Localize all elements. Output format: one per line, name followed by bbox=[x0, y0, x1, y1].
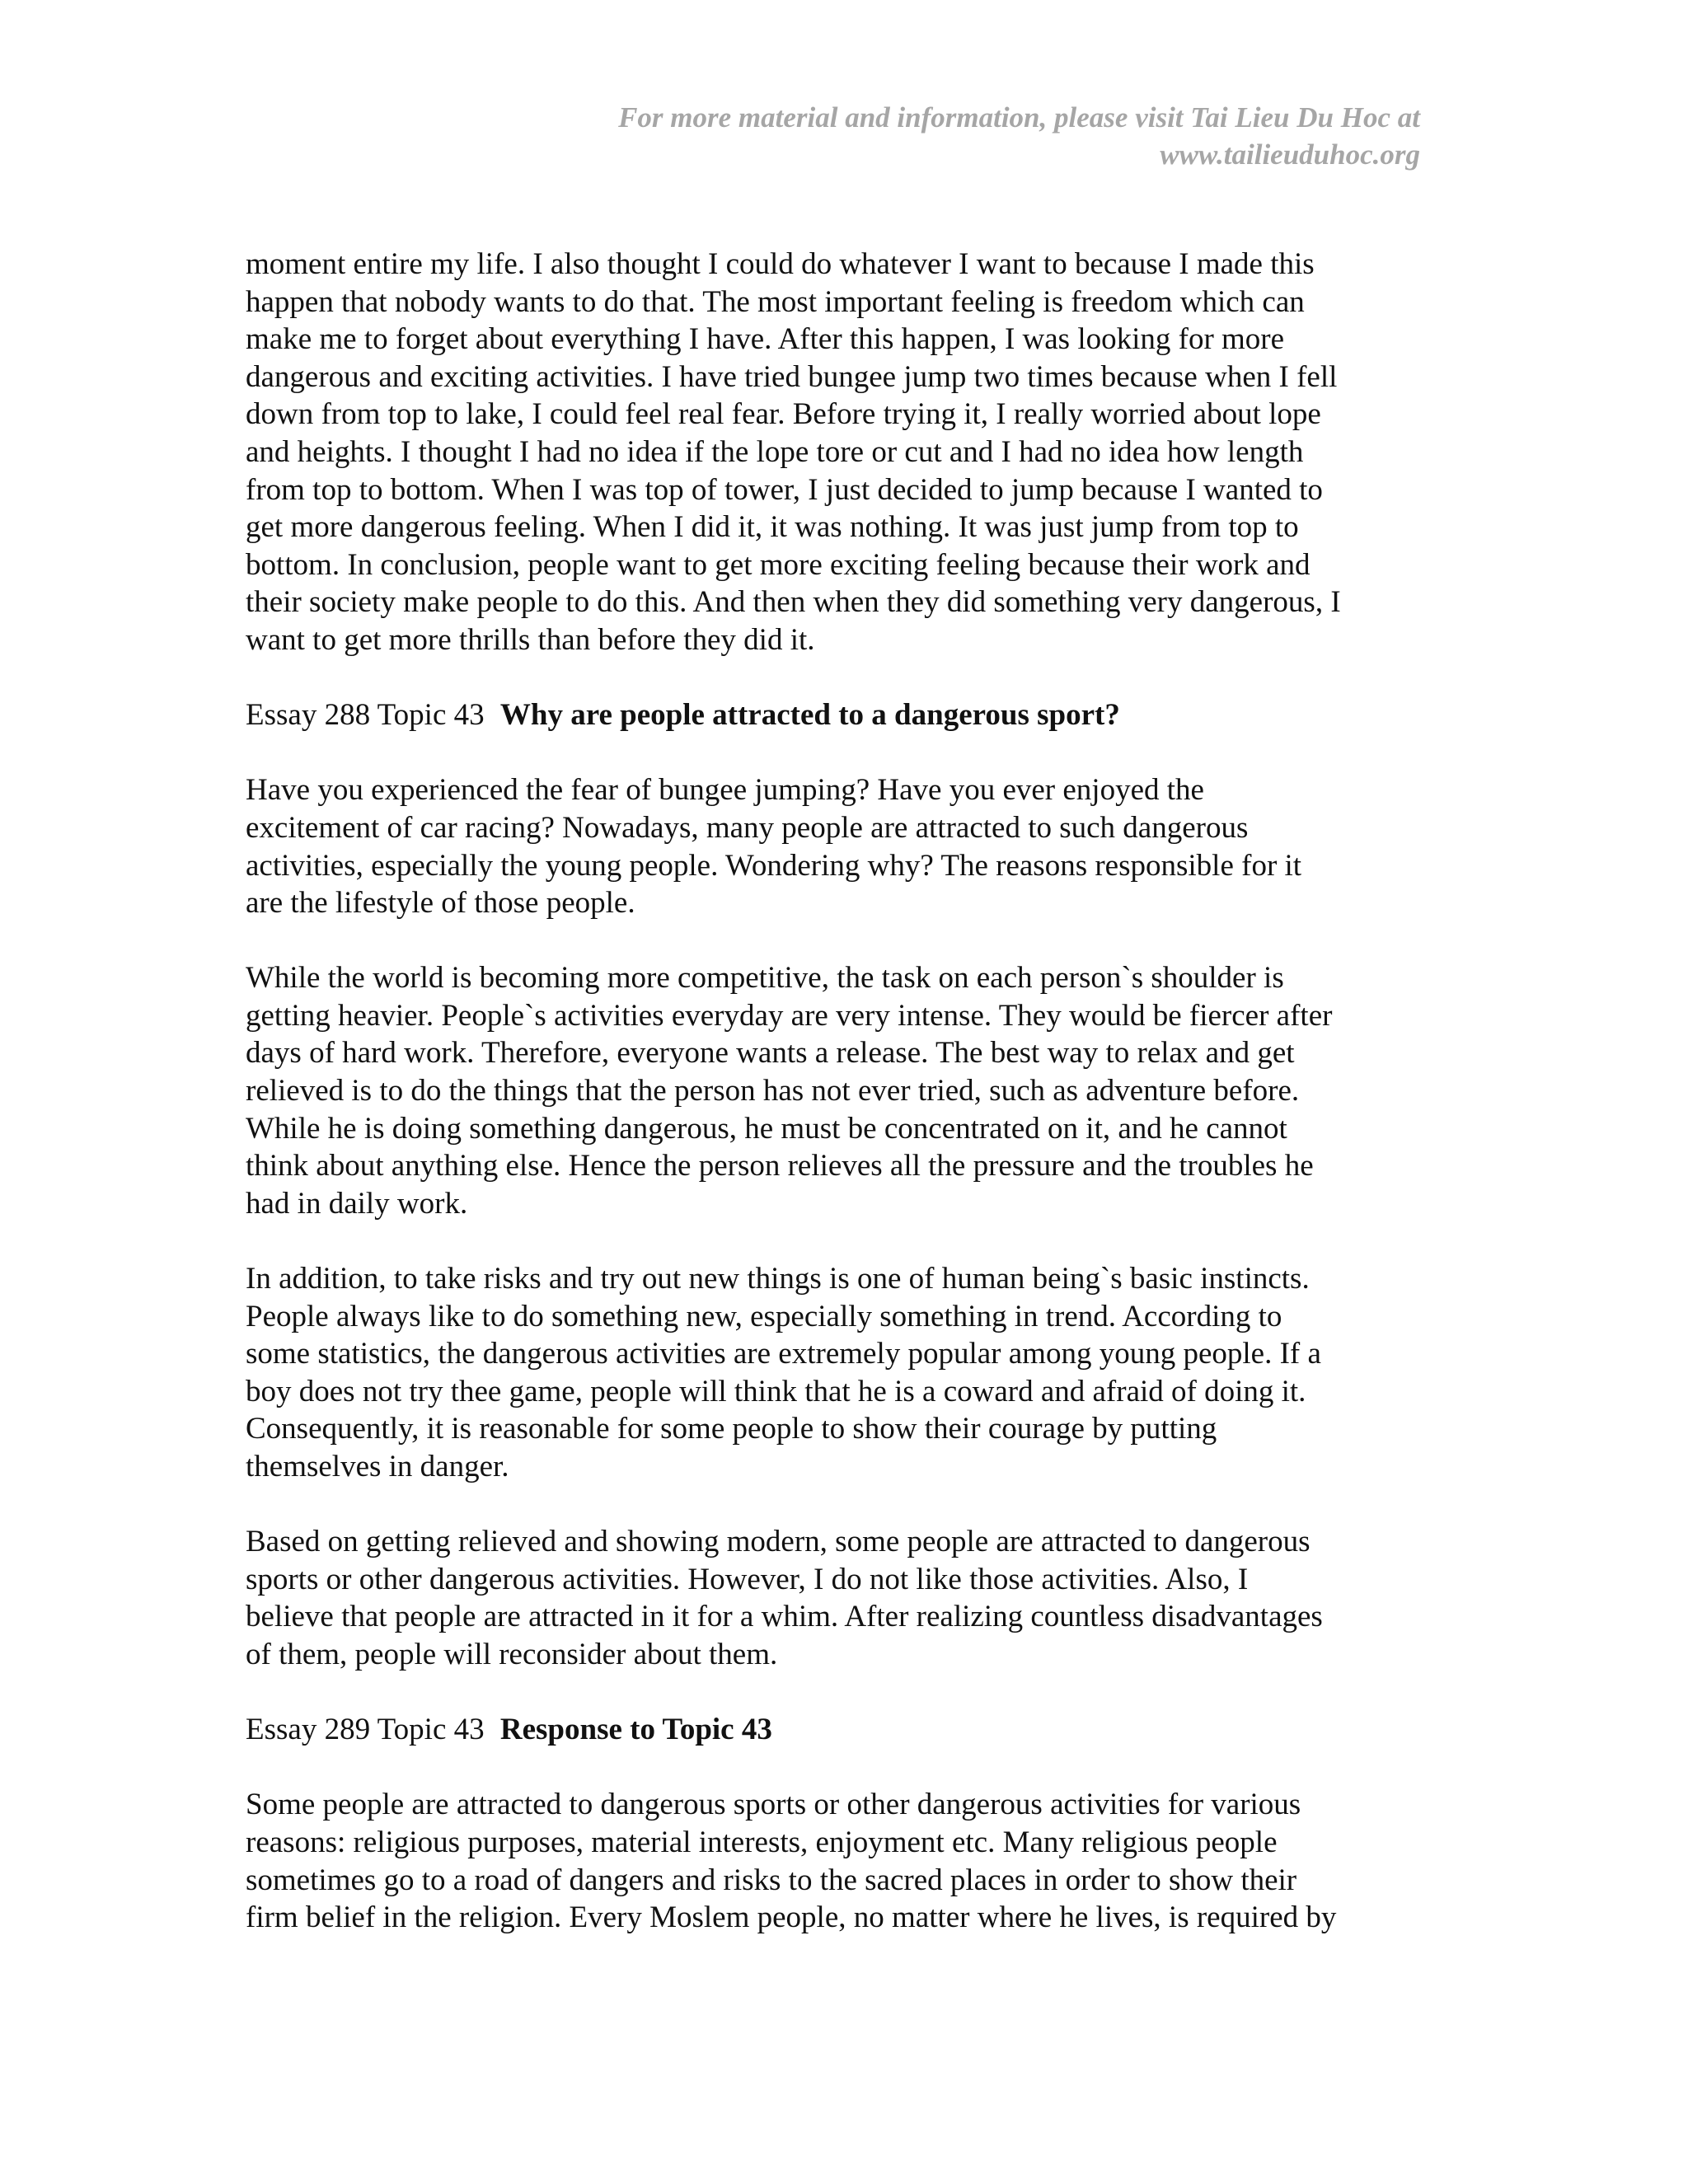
essay-288-heading bbox=[246, 696, 1449, 734]
essay-288-title: Why are people attracted to a dangerous sport? bbox=[499, 698, 1120, 733]
text-line: While he is doing something dangerous, he must be concentrated on it, and he cannot bbox=[246, 1111, 1287, 1146]
text-line: While the world is becoming more competitive, the task on each person`s shoulder is bbox=[246, 961, 1284, 996]
essay-289-heading bbox=[246, 1711, 1449, 1749]
document-body bbox=[246, 246, 1449, 1937]
page-header bbox=[431, 99, 1420, 173]
text-line: of them, people will reconsider about them. bbox=[246, 1637, 778, 1671]
header-line-1: For more material and information, please visit Tai Lieu Du Hoc at bbox=[618, 101, 1420, 134]
text-line: Have you experienced the fear of bungee jumping? Have you ever enjoyed the bbox=[246, 773, 1204, 808]
text-line: from top to bottom. When I was top of tower, I just decided to jump because I wanted to bbox=[246, 472, 1323, 507]
text-line: sports or other dangerous activities. However, I do not like those activities. Also, I bbox=[246, 1562, 1249, 1596]
text-line: themselves in danger. bbox=[246, 1450, 509, 1483]
essay-288-paragraph-3 bbox=[246, 1260, 1449, 1486]
text-line: happen that nobody wants to do that. The most important feeling is freedom which can bbox=[246, 284, 1305, 319]
text-line: People always like to do something new, especially something in trend. According to bbox=[246, 1299, 1282, 1333]
text-line: sometimes go to a road of dangers and risks to the sacred places in order to show their bbox=[246, 1863, 1297, 1897]
text-line: excitement of car racing? Nowadays, many people are attracted to such dangerous bbox=[246, 810, 1249, 845]
text-line: bottom. In conclusion, people want to get more exciting feeling because their work and bbox=[246, 547, 1311, 582]
text-line: make me to forget about everything I have. After this happen, I was looking for more bbox=[246, 322, 1285, 357]
text-line: Some people are attracted to dangerous sports or other dangerous activities for various bbox=[246, 1788, 1301, 1822]
essay-289-title: Response to Topic 43 bbox=[499, 1713, 772, 1747]
text-line: moment entire my life. I also thought I could do whatever I want to because I made this bbox=[246, 247, 1315, 281]
text-line: want to get more thrills than before they did it. bbox=[246, 622, 815, 657]
text-line: Based on getting relieved and showing modern, some people are attracted to dangerous bbox=[246, 1525, 1311, 1559]
text-line: and heights. I thought I had no idea if the lope tore or cut and I had no idea how length bbox=[246, 434, 1304, 469]
text-line: activities, especially the young people. Wondering why? The reasons responsible for it bbox=[246, 848, 1302, 883]
essay-289-paragraph-1 bbox=[246, 1786, 1449, 1936]
essay-288-paragraph-4 bbox=[246, 1523, 1449, 1673]
text-line: think about anything else. Hence the person relieves all the pressure and the troubles he bbox=[246, 1149, 1314, 1183]
header-line-2: www.tailieuduhoc.org bbox=[1160, 138, 1420, 171]
text-line: days of hard work. Therefore, everyone wants a release. The best way to relax and get bbox=[246, 1036, 1295, 1071]
text-line: some statistics, the dangerous activities are extremely popular among young people. If a bbox=[246, 1337, 1321, 1371]
text-line: relieved is to do the things that the person has not ever tried, such as adventure before. bbox=[246, 1074, 1300, 1108]
text-line: reasons: religious purposes, material interests, enjoyment etc. Many religious people bbox=[246, 1825, 1278, 1859]
text-line: dangerous and exciting activities. I have tried bungee jump two times because when I fell bbox=[246, 359, 1338, 394]
essay-288-paragraph-1 bbox=[246, 771, 1449, 921]
text-line: getting heavier. People`s activities everyday are very intense. They would be fiercer after bbox=[246, 998, 1333, 1033]
text-line: believe that people are attracted in it for a whim. After realizing countless disadvantages bbox=[246, 1600, 1323, 1634]
essay-288-label: Essay 288 Topic 43 bbox=[246, 698, 485, 733]
text-line: their society make people to do this. And then when they did something very dangerous, I bbox=[246, 585, 1341, 620]
essay-289-label: Essay 289 Topic 43 bbox=[246, 1713, 485, 1747]
continued-paragraph bbox=[246, 246, 1449, 659]
text-line: had in daily work. bbox=[246, 1186, 468, 1221]
text-line: are the lifestyle of those people. bbox=[246, 886, 635, 921]
text-line: In addition, to take risks and try out new things is one of human being`s basic instincts. bbox=[246, 1262, 1310, 1296]
text-line: get more dangerous feeling. When I did it, it was nothing. It was just jump from top to bbox=[246, 510, 1299, 545]
text-line: boy does not try thee game, people will think that he is a coward and afraid of doing it. bbox=[246, 1374, 1306, 1408]
text-line: Consequently, it is reasonable for some people to show their courage by putting bbox=[246, 1412, 1217, 1446]
text-line: down from top to lake, I could feel real fear. Before trying it, I really worried about lope bbox=[246, 397, 1321, 432]
essay-288-paragraph-2 bbox=[246, 959, 1449, 1222]
text-line: firm belief in the religion. Every Moslem people, no matter where he lives, is required by bbox=[246, 1900, 1337, 1935]
